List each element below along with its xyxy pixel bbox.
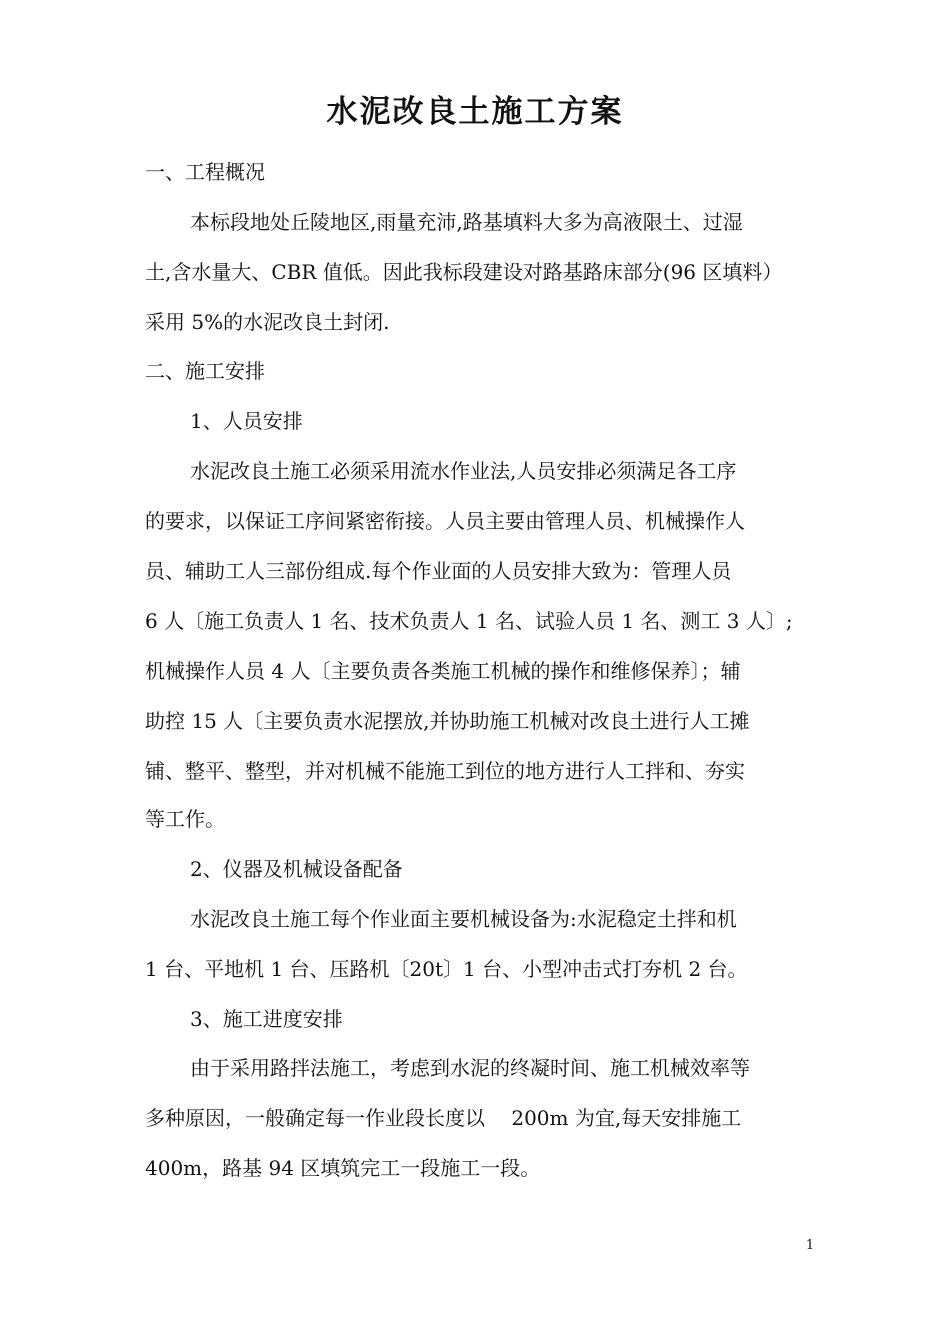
subheading-schedule: 3、施工进度安排 <box>190 1007 343 1031</box>
schedule-paragraph-line-3: 400m，路基 94 区填筑完工一段施工一段。 <box>145 1156 541 1180</box>
section-heading-project-overview: 一、工程概况 <box>145 160 265 184</box>
subheading-personnel: 1、人员安排 <box>190 409 303 433</box>
overview-paragraph-line-3: 采用 5%的水泥改良土封闭. <box>145 310 390 334</box>
personnel-paragraph-line-6: 助控 15 人〔主要负责水泥摆放,并协助施工机械对改良土进行人工摊 <box>145 709 750 733</box>
overview-paragraph-line-2: 土,含水量大、CBR 值低。因此我标段建设对路基路床部分(96 区填料） <box>145 260 783 284</box>
personnel-paragraph-line-1: 水泥改良土施工必须采用流水作业法,人员安排必须满足各工序 <box>190 459 737 483</box>
personnel-paragraph-line-4: 6 人〔施工负责人 1 名、技术负责人 1 名、试验人员 1 名、测工 3 人〕; <box>145 609 793 633</box>
subheading-equipment: 2、仪器及机械设备配备 <box>190 857 403 881</box>
overview-paragraph-line-1: 本标段地处丘陵地区,雨量充沛,路基填料大多为高液限土、过湿 <box>190 210 743 234</box>
personnel-paragraph-line-7: 铺、整平、整型，并对机械不能施工到位的地方进行人工拌和、夯实 <box>145 759 745 783</box>
document-title: 水泥改良土施工方案 <box>326 94 624 130</box>
schedule-paragraph-line-2: 多种原因，一般确定每一作业段长度以 200m 为宜,每天安排施工 <box>145 1106 742 1130</box>
personnel-paragraph-line-2: 的要求，以保证工序间紧密衔接。人员主要由管理人员、机械操作人 <box>145 509 745 533</box>
equipment-paragraph-line-1: 水泥改良土施工每个作业面主要机械设备为:水泥稳定土拌和机 <box>190 907 737 931</box>
page-number: 1 <box>805 1238 815 1253</box>
section-heading-construction-arrangement: 二、施工安排 <box>145 359 265 383</box>
personnel-paragraph-line-5: 机械操作人员 4 人〔主要负责各类施工机械的操作和维修保养〕；辅 <box>145 659 741 683</box>
equipment-paragraph-line-2: 1 台、平地机 1 台、压路机〔20t〕1 台、小型冲击式打夯机 2 台。 <box>145 957 748 981</box>
schedule-paragraph-line-1: 由于采用路拌法施工，考虑到水泥的终凝时间、施工机械效率等 <box>190 1056 750 1080</box>
personnel-paragraph-line-8: 等工作。 <box>145 807 225 831</box>
personnel-paragraph-line-3: 员、辅助工人三部份组成.每个作业面的人员安排大致为：管理人员 <box>145 559 732 583</box>
